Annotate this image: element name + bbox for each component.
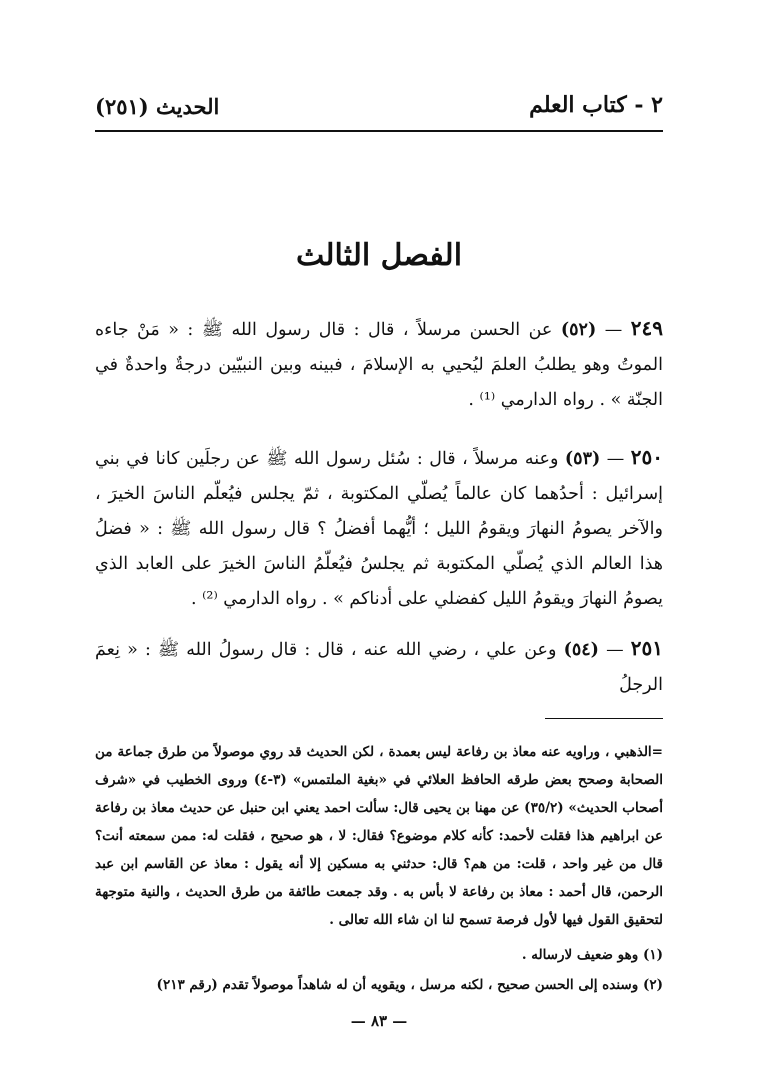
hadith-sub-number: (٥٤) (563, 640, 599, 660)
hadith-text: وعن علي ، رضي الله عنه ، قال : قال رسولُ الله ﷺ : « نِعمَ الرجلُ (95, 640, 663, 695)
footnotes (95, 940, 663, 1000)
hadith-249: ٢٤٩ — (٥٢) عن الحسن مرسلاً ، قال : قال رسول الله ﷺ : « مَنْ جاءه الموتُ وهو يطلبُ العلمَ ليُحيي به الإسلامَ ، فبينه وبين النبيّين درجةٌ واحدةٌ في الجنّة » . رواه الدارمي ⁽¹⁾ . (95, 316, 663, 410)
footnote-1: (١) وهو ضعيف لارساله . (521, 947, 663, 963)
hadith-number: ٢٤٩ (630, 316, 663, 340)
footnote-2: (٢) وسنده إلى الحسن صحيح ، لكنه مرسل ، ويقويه أن له شاهداً موصولاً تقدم (رقم ٢١٣) (156, 977, 663, 993)
hadith-250: ٢٥٠ — (٥٣) وعنه مرسلاً ، قال : سُئل رسول الله ﷺ عن رجلَين كانا في بني إسرائيل : أحدُهما كان عالماً يُصلّي المكتوبة ، ثمّ يجلس فيُعلّم الناسَ الخيرَ ، والآخر يصومُ النهارَ ويقومُ الليل ؛ أيُّهما أفضلُ ؟ قال رسول الله ﷺ : « فضلُ هذا العالم الذي يُصلّي المكتوبة ثم يجلسُ فيُعلّمُ الناسَ الخيرَ على العابد الذي يصومُ النهارَ ويقومُ الليل كفضلي على أدناكم » . رواه الدارمي ⁽²⁾ . (95, 445, 663, 609)
hadith-text: وعنه مرسلاً ، قال : سُئل رسول الله ﷺ عن رجلَين كانا في بني إسرائيل : أحدُهما كان عالماً يُصلّي المكتوبة ، ثمّ يجلس فيُعلّم الناسَ الخيرَ ، والآخر يصومُ النهارَ ويقومُ الليل ؛ أيُّهما أفضلُ ؟ قال رسول الله ﷺ : « فضلُ هذا العالم الذي يُصلّي المكتوبة ثم يجلسُ فيُعلّمُ الناسَ الخيرَ على العابد الذي يصومُ النهارَ ويقومُ الليل كفضلي على أدناكم » . رواه الدارمي ⁽²⁾ . (95, 449, 663, 609)
section-title: الفصل الثالث (295, 238, 463, 273)
book-title: ٢ - كتاب العلم (529, 92, 663, 118)
hadith-251: ٢٥١ — (٥٤) وعن علي ، رضي الله عنه ، قال : قال رسولُ الله ﷺ : « نِعمَ الرجلُ (95, 636, 663, 695)
hadith-sub-number: (٥٢) (560, 320, 597, 340)
hadith-number: ٢٥١ (630, 636, 663, 660)
hadith-number: ٢٥٠ (630, 445, 663, 469)
hadith-sub-number: (٥٣) (564, 449, 601, 469)
footnote-divider (545, 718, 663, 719)
footnote-continuation: =الذهبي ، وراويه عنه معاذ بن رفاعة ليس بعمدة ، لكن الحديث قد روي موصولاً من طرق جماعة من الصحابة وصحح بعض طرقه الحافظ العلائي في «بغية الملتمس» (٣-٤) وروى الخطيب في «شرف أصحاب الحديث» (٣٥/٢) عن مهنا بن يحيى قال: سألت احمد يعني ابن حنبل عن حديث معاذ بن رفاعة عن ابراهيم هذا فقلت لأحمد: كأنه كلام موضوع؟ فقال: لا ، هو صحيح ، فقلت له: ممن سمعته أنت؟ قال من غير واحد ، قلت: من هم؟ قال: حدثني به مسكين إلا أنه يقول : معاذ عن القاسم ابن عبد الرحمن، قال أحمد : معاذ بن رفاعة لا بأس به . وقد جمعت طائفة من طرق الحديث ، والنية متوجهة لتحقيق القول فيها لأول فرصة تسمح لنا ان شاء الله تعالى . (95, 744, 663, 928)
running-header (95, 88, 663, 132)
hadith-text: عن الحسن مرسلاً ، قال : قال رسول الله ﷺ : « مَنْ جاءه الموتُ وهو يطلبُ العلمَ ليُحيي به الإسلامَ ، فبينه وبين النبيّين درجةٌ واحدةٌ في الجنّة » . رواه الدارمي ⁽¹⁾ . (95, 320, 663, 410)
hadith-range: الحديث (٢٥١) (95, 94, 220, 119)
page-number: — ٨٣ — (350, 1012, 408, 1030)
